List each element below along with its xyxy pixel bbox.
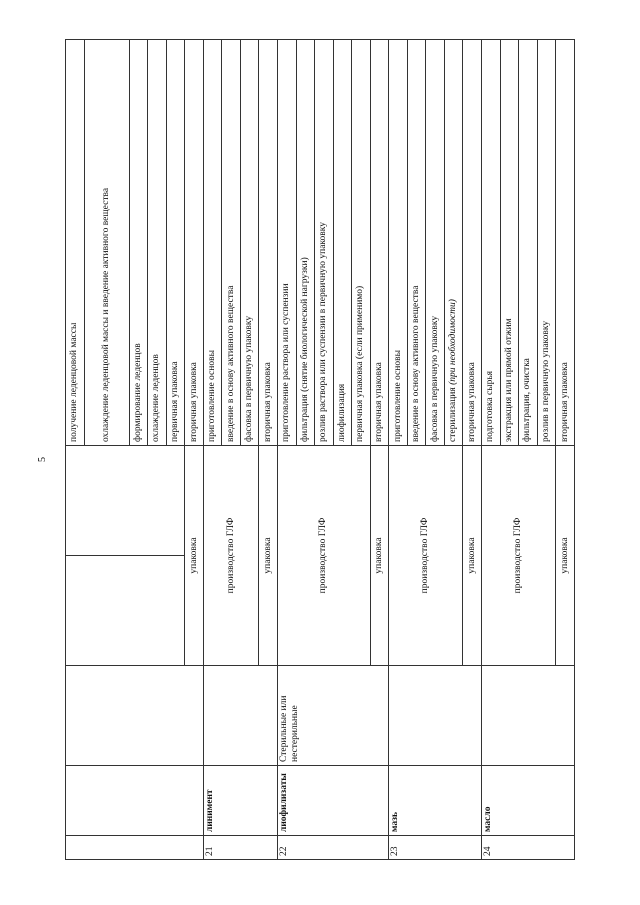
step-cell: получение леденцовой массы bbox=[66, 40, 85, 446]
step-cell: приготовление раствора или суспензии bbox=[277, 40, 296, 446]
stage-production: производство ГЛФ bbox=[482, 446, 556, 666]
table-row bbox=[203, 40, 222, 860]
dosage-form-name: масло bbox=[482, 766, 575, 836]
step-cell: лиофилизация bbox=[333, 40, 352, 446]
page-number: 5 bbox=[37, 457, 48, 462]
step-cell: вторичная упаковка bbox=[370, 40, 389, 446]
table-row bbox=[389, 40, 408, 860]
stage-production: производство ГЛФ bbox=[389, 446, 463, 666]
stage-production: производство ГЛФ bbox=[203, 446, 259, 666]
step-cell: первичная упаковка bbox=[166, 40, 185, 446]
step-cell: первичная упаковка (если применимо) bbox=[352, 40, 371, 446]
step-cell: приготовление основы bbox=[389, 40, 408, 446]
sterility-cell: Стерильные или нестерильные bbox=[277, 666, 388, 766]
rotated-table-frame bbox=[65, 40, 575, 860]
cont-num-cell bbox=[66, 836, 204, 860]
dosage-form-name: мазь bbox=[389, 766, 482, 836]
step-cell: фильтрация (снятие биологической нагрузки) bbox=[296, 40, 315, 446]
step-cell: фасовка в первичную упаковку bbox=[240, 40, 259, 446]
table-row bbox=[277, 40, 296, 860]
stage-packaging: упаковка bbox=[370, 446, 389, 666]
step-cell: вторичная упаковка bbox=[463, 40, 482, 446]
production-stages-table bbox=[65, 39, 575, 860]
step-cell: фасовка в первичную упаковку bbox=[426, 40, 445, 446]
table-body bbox=[66, 40, 575, 860]
step-cell: вторичная упаковка bbox=[556, 40, 575, 446]
step-cell: охлаждение леденцов bbox=[148, 40, 167, 446]
italic-note: (при необходимости) bbox=[448, 299, 459, 385]
step-cell: приготовление основы bbox=[203, 40, 222, 446]
step-cell: розлив раствора или суспензии в первичную упаковку bbox=[315, 40, 334, 446]
sterility-cell bbox=[203, 666, 277, 766]
sterility-cell bbox=[389, 666, 482, 766]
dosage-form-name: лиофилизаты bbox=[277, 766, 388, 836]
cont-stage-cell-2 bbox=[66, 446, 185, 556]
cont-sterility-cell bbox=[66, 666, 204, 766]
step-cell: формирование леденцов bbox=[129, 40, 148, 446]
step-cell: розлив в первичную упаковку bbox=[537, 40, 556, 446]
step-cell: введение в основу активного вещества bbox=[222, 40, 241, 446]
cont-name-cell bbox=[66, 766, 204, 836]
stage-label: упаковка bbox=[185, 446, 204, 666]
step-cell: вторичная упаковка bbox=[185, 40, 204, 446]
row-number: 22 bbox=[277, 836, 388, 860]
row-number: 24 bbox=[482, 836, 575, 860]
step-cell: подготовка сырья bbox=[482, 40, 501, 446]
cont-stage-cell bbox=[66, 556, 185, 666]
stage-packaging: упаковка bbox=[259, 446, 278, 666]
step-cell: введение в основу активного вещества bbox=[407, 40, 426, 446]
table-row bbox=[482, 40, 501, 860]
row-number: 21 bbox=[203, 836, 277, 860]
stage-packaging: упаковка bbox=[463, 446, 482, 666]
step-cell: вторичная упаковка bbox=[259, 40, 278, 446]
step-cell: фильтрация, очистка bbox=[519, 40, 538, 446]
step-cell: охлаждение леденцовой массы и введение активного вещества bbox=[84, 40, 129, 446]
row-number: 23 bbox=[389, 836, 482, 860]
dosage-form-name: линимент bbox=[203, 766, 277, 836]
stage-production: производство ГЛФ bbox=[277, 446, 370, 666]
step-cell: экстракция или прямой отжим bbox=[500, 40, 519, 446]
sterility-cell bbox=[482, 666, 575, 766]
rotated-table-content bbox=[65, 40, 575, 860]
stage-packaging: упаковка bbox=[556, 446, 575, 666]
step-cell: стерилизация (при необходимости) bbox=[444, 40, 463, 446]
